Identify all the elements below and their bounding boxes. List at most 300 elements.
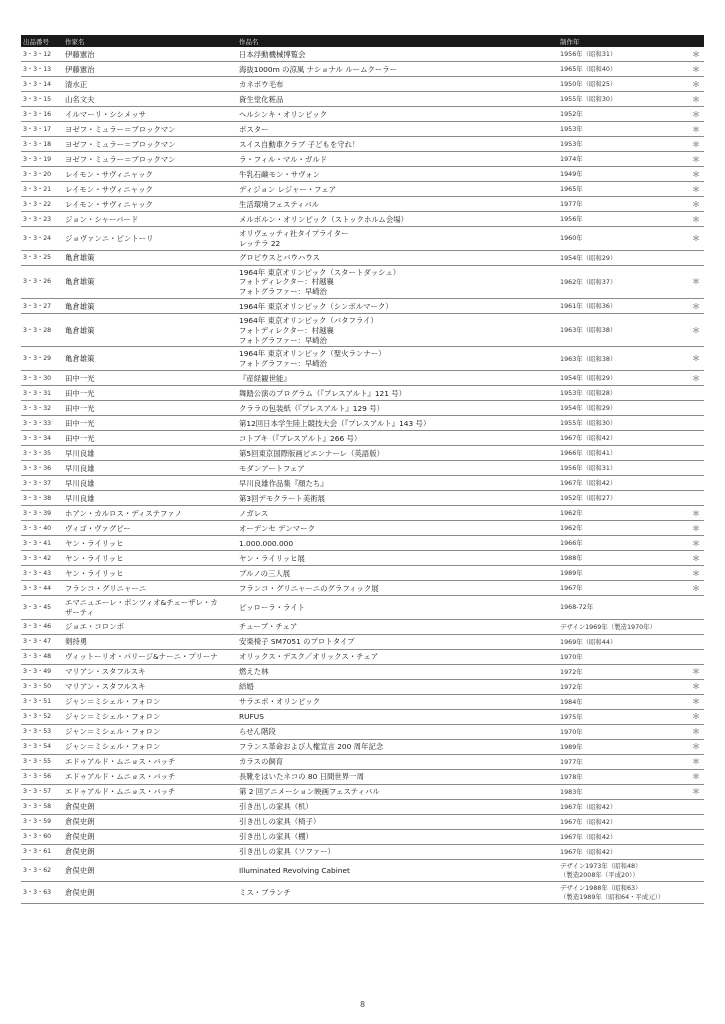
cell-no: 3・3・21 [21, 182, 63, 197]
cell-mark: ＊ [688, 694, 704, 709]
cell-no: 3・3・24 [21, 227, 63, 251]
cell-title: オリックス・デスク／オリックス・チェア [237, 649, 558, 664]
cell-title: 第5回東京国際版画ビエンナーレ（英語版） [237, 445, 558, 460]
cell-year: 1967年 [558, 580, 688, 595]
cell-mark: ＊ [688, 769, 704, 784]
cell-title: モダンアートフェア [237, 460, 558, 475]
table-row [21, 595, 704, 619]
table-row [21, 724, 704, 739]
cell-artist: 剣持勇 [63, 634, 237, 649]
cell-year: 1962年 [558, 505, 688, 520]
cell-year: 1952年 [558, 107, 688, 122]
cell-mark: ＊ [688, 709, 704, 724]
cell-mark: ＊ [688, 62, 704, 77]
cell-no: 3・3・59 [21, 814, 63, 829]
cell-year: 1965年（昭和40） [558, 62, 688, 77]
cell-title: ラ・フィル・マル・ガルド [237, 152, 558, 167]
cell-year: 1972年 [558, 679, 688, 694]
cell-no: 3・3・58 [21, 799, 63, 814]
cell-no: 3・3・41 [21, 535, 63, 550]
cell-title: ディジョン レジャー・フェア [237, 182, 558, 197]
cell-artist: 田中一光 [63, 370, 237, 385]
cell-mark: ＊ [688, 313, 704, 346]
cell-title: 資生堂化粧品 [237, 92, 558, 107]
cell-mark [688, 881, 704, 903]
cell-year: 1967年（昭和42） [558, 829, 688, 844]
cell-year: デザイン1988年（昭和63） （製造1989年（昭和64・平成元）） [558, 881, 688, 903]
cell-year: 1963年（昭和38） [558, 313, 688, 346]
cell-artist: 亀倉雄策 [63, 313, 237, 346]
cell-year: 1954年（昭和29） [558, 400, 688, 415]
table-row [21, 250, 704, 265]
table-row [21, 490, 704, 505]
cell-no: 3・3・40 [21, 520, 63, 535]
cell-mark [688, 829, 704, 844]
cell-title: 早川良雄作品集『顔たち』 [237, 475, 558, 490]
cell-no: 3・3・12 [21, 47, 63, 62]
table-row [21, 77, 704, 92]
cell-year: 1970年 [558, 724, 688, 739]
cell-no: 3・3・62 [21, 859, 63, 881]
cell-mark: ＊ [688, 784, 704, 799]
cell-artist: 田中一光 [63, 385, 237, 400]
cell-no: 3・3・44 [21, 580, 63, 595]
header-mark [688, 35, 704, 47]
table-row [21, 829, 704, 844]
table-row [21, 881, 704, 903]
table-row [21, 152, 704, 167]
cell-title: 結婚 [237, 679, 558, 694]
cell-artist: ヴィットーリオ・パリージ&ナーニ・プリーナ [63, 649, 237, 664]
cell-year: 1956年（昭和31） [558, 460, 688, 475]
cell-artist: ヨゼフ・ミュラー＝ブロックマン [63, 122, 237, 137]
cell-mark: ＊ [688, 664, 704, 679]
cell-title: カネボウ毛布 [237, 77, 558, 92]
cell-title: ポスター [237, 122, 558, 137]
table-row [21, 430, 704, 445]
cell-artist: レイモン・サヴィニャック [63, 197, 237, 212]
cell-year: 1966年（昭和41） [558, 445, 688, 460]
table-row [21, 370, 704, 385]
cell-mark: ＊ [688, 227, 704, 251]
cell-mark [688, 250, 704, 265]
cell-year: 1956年（昭和31） [558, 47, 688, 62]
table-row [21, 664, 704, 679]
cell-title: チューブ・チェア [237, 619, 558, 634]
cell-no: 3・3・51 [21, 694, 63, 709]
cell-title: コトブキ（『プレスアルト』266 号） [237, 430, 558, 445]
cell-year: 1954年（昭和29） [558, 370, 688, 385]
table-row [21, 784, 704, 799]
cell-mark [688, 415, 704, 430]
cell-artist: 亀倉雄策 [63, 250, 237, 265]
cell-title: ノガレス [237, 505, 558, 520]
table-body [21, 47, 704, 903]
table-row [21, 92, 704, 107]
header-no: 出品番号 [21, 35, 63, 47]
cell-no: 3・3・27 [21, 298, 63, 313]
cell-no: 3・3・45 [21, 595, 63, 619]
cell-year: デザイン1973年（昭和48） （製造2008年（平成20）） [558, 859, 688, 881]
page-number: 8 [359, 1000, 366, 1009]
table-row [21, 313, 704, 346]
cell-artist: ジャン＝ミシェル・フォロン [63, 724, 237, 739]
cell-mark: ＊ [688, 47, 704, 62]
cell-artist: 山名文夫 [63, 92, 237, 107]
table-row [21, 227, 704, 251]
cell-no: 3・3・38 [21, 490, 63, 505]
cell-year: 1953年 [558, 122, 688, 137]
cell-title: オリヴェッティ社タイプライター レッテラ 22 [237, 227, 558, 251]
cell-year: 1967年（昭和42） [558, 799, 688, 814]
cell-mark: ＊ [688, 107, 704, 122]
cell-title: 1964年 東京オリンピック（スタートダッシュ） フォトディレクター：村越襄 フォトグラファー：早崎治 [237, 265, 558, 298]
cell-artist: 早川良雄 [63, 475, 237, 490]
cell-mark: ＊ [688, 739, 704, 754]
cell-mark [688, 634, 704, 649]
cell-title: 日本浮動機械博覧会 [237, 47, 558, 62]
cell-artist: マリアン・スタフルスキ [63, 664, 237, 679]
cell-title: 1964年 東京オリンピック（聖火ランナー） フォトグラファー：早崎治 [237, 347, 558, 371]
cell-mark [688, 490, 704, 505]
cell-mark: ＊ [688, 197, 704, 212]
cell-artist: ヨゼフ・ミュラー＝ブロックマン [63, 152, 237, 167]
table-row [21, 137, 704, 152]
header-title: 作品名 [237, 35, 558, 47]
cell-title: オーデンセ デンマーク [237, 520, 558, 535]
cell-title: 生活環境フェスティバル [237, 197, 558, 212]
cell-mark: ＊ [688, 535, 704, 550]
cell-artist: イルマーリ・シシメッサ [63, 107, 237, 122]
cell-mark [688, 475, 704, 490]
table-row [21, 197, 704, 212]
cell-year: 1983年 [558, 784, 688, 799]
cell-no: 3・3・13 [21, 62, 63, 77]
cell-mark [688, 445, 704, 460]
cell-year: 1984年 [558, 694, 688, 709]
cell-artist: 早川良雄 [63, 490, 237, 505]
cell-title: 第12回日本学生陸上競技大会（『プレスアルト』143 号） [237, 415, 558, 430]
cell-mark: ＊ [688, 370, 704, 385]
cell-no: 3・3・15 [21, 92, 63, 107]
cell-no: 3・3・42 [21, 550, 63, 565]
works-table [21, 35, 704, 904]
cell-year: 1975年 [558, 709, 688, 724]
cell-mark: ＊ [688, 754, 704, 769]
cell-mark: ＊ [688, 92, 704, 107]
cell-year: 1966年 [558, 535, 688, 550]
cell-year: 1988年 [558, 550, 688, 565]
cell-no: 3・3・23 [21, 212, 63, 227]
cell-title: 引き出しの家具（棚） [237, 829, 558, 844]
cell-title: フランコ・グリニャーニのグラフィック展 [237, 580, 558, 595]
cell-year: 1989年 [558, 739, 688, 754]
cell-year: 1950年（昭和25） [558, 77, 688, 92]
cell-year: 1956年 [558, 212, 688, 227]
cell-no: 3・3・20 [21, 167, 63, 182]
cell-year: 1970年 [558, 649, 688, 664]
cell-title: カラスの飼育 [237, 754, 558, 769]
cell-mark: ＊ [688, 265, 704, 298]
table-row [21, 535, 704, 550]
cell-title: 牛乳石鹸モン・サヴォン [237, 167, 558, 182]
table-row [21, 694, 704, 709]
cell-mark: ＊ [688, 298, 704, 313]
cell-artist: ホアン・カルロス・ディステファノ [63, 505, 237, 520]
table-row [21, 769, 704, 784]
cell-year: 1962年（昭和37） [558, 265, 688, 298]
cell-title: 長靴をはいたネコの 80 日間世界一周 [237, 769, 558, 784]
table-row [21, 182, 704, 197]
cell-year: 1949年 [558, 167, 688, 182]
cell-no: 3・3・61 [21, 844, 63, 859]
cell-title: クララの包装紙（『プレスアルト』129 号） [237, 400, 558, 415]
table-row [21, 212, 704, 227]
cell-title: ヘルシンキ・オリンピック [237, 107, 558, 122]
cell-artist: 倉俣史朗 [63, 881, 237, 903]
cell-mark [688, 799, 704, 814]
cell-title: 舞踏公演のプログラム（『プレスアルト』121 号） [237, 385, 558, 400]
table-row [21, 265, 704, 298]
cell-title: スイス自動車クラブ 子どもを守れ！ [237, 137, 558, 152]
cell-year: 1967年（昭和42） [558, 430, 688, 445]
cell-no: 3・3・52 [21, 709, 63, 724]
cell-year: 1962年 [558, 520, 688, 535]
cell-title: 第 2 回アニメーション映画フェスティバル [237, 784, 558, 799]
table-row [21, 565, 704, 580]
cell-artist: 倉俣史朗 [63, 829, 237, 844]
cell-title: 1964年 東京オリンピック（シンボルマーク） [237, 298, 558, 313]
cell-mark [688, 844, 704, 859]
cell-no: 3・3・30 [21, 370, 63, 385]
cell-artist: フランコ・グリニャーニ [63, 580, 237, 595]
cell-year: 1953年（昭和28） [558, 385, 688, 400]
cell-no: 3・3・53 [21, 724, 63, 739]
cell-no: 3・3・28 [21, 313, 63, 346]
cell-mark: ＊ [688, 122, 704, 137]
cell-title: ブルノの三人展 [237, 565, 558, 580]
cell-artist: 倉俣史朗 [63, 799, 237, 814]
cell-mark: ＊ [688, 505, 704, 520]
cell-artist: エドゥアルド・ムニョス・バッチ [63, 769, 237, 784]
cell-year: 1963年（昭和38） [558, 347, 688, 371]
cell-year: 1969年（昭和44） [558, 634, 688, 649]
cell-mark [688, 649, 704, 664]
table-row [21, 415, 704, 430]
cell-artist: ヤン・ライリッヒ [63, 535, 237, 550]
table-row [21, 475, 704, 490]
cell-title: 燃えた林 [237, 664, 558, 679]
cell-title: 第3回デモクラート美術展 [237, 490, 558, 505]
cell-year: デザイン1969年（製造1970年） [558, 619, 688, 634]
cell-no: 3・3・16 [21, 107, 63, 122]
cell-artist: 伊藤憲治 [63, 62, 237, 77]
cell-mark: ＊ [688, 550, 704, 565]
cell-no: 3・3・39 [21, 505, 63, 520]
cell-year: 1960年 [558, 227, 688, 251]
cell-artist: エマニュエーレ・ポンツィオ&チェーザレ・カ ザーティ [63, 595, 237, 619]
cell-artist: 亀倉雄策 [63, 298, 237, 313]
cell-no: 3・3・18 [21, 137, 63, 152]
cell-artist: ジャン＝ミシェル・フォロン [63, 709, 237, 724]
cell-no: 3・3・50 [21, 679, 63, 694]
cell-artist: 田中一光 [63, 415, 237, 430]
cell-mark [688, 430, 704, 445]
cell-artist: 倉俣史朗 [63, 814, 237, 829]
cell-title: ピッローラ・ライト [237, 595, 558, 619]
cell-year: 1952年（昭和27） [558, 490, 688, 505]
cell-no: 3・3・17 [21, 122, 63, 137]
cell-mark: ＊ [688, 182, 704, 197]
cell-artist: 亀倉雄策 [63, 347, 237, 371]
cell-artist: エドゥアルド・ムニョス・バッチ [63, 754, 237, 769]
cell-year: 1968-72年 [558, 595, 688, 619]
cell-no: 3・3・46 [21, 619, 63, 634]
cell-mark [688, 859, 704, 881]
cell-no: 3・3・55 [21, 754, 63, 769]
cell-artist: レイモン・サヴィニャック [63, 167, 237, 182]
cell-no: 3・3・56 [21, 769, 63, 784]
cell-year: 1967年（昭和42） [558, 844, 688, 859]
table-row [21, 385, 704, 400]
table-row [21, 709, 704, 724]
cell-no: 3・3・26 [21, 265, 63, 298]
catalog-sheet [21, 35, 704, 904]
cell-no: 3・3・34 [21, 430, 63, 445]
cell-no: 3・3・54 [21, 739, 63, 754]
cell-mark [688, 400, 704, 415]
cell-artist: ジャン＝ミシェル・フォロン [63, 694, 237, 709]
table-row [21, 634, 704, 649]
cell-mark: ＊ [688, 520, 704, 535]
header-year: 制作年 [558, 35, 688, 47]
cell-artist: ヨゼフ・ミュラー＝ブロックマン [63, 137, 237, 152]
cell-title: サラエボ・オリンピック [237, 694, 558, 709]
cell-title: Illuminated Revolving Cabinet [237, 859, 558, 881]
table-row [21, 754, 704, 769]
header-artist: 作家名 [63, 35, 237, 47]
cell-year: 1972年 [558, 664, 688, 679]
cell-no: 3・3・33 [21, 415, 63, 430]
cell-title: らせん階段 [237, 724, 558, 739]
cell-title: 引き出しの家具（椅子） [237, 814, 558, 829]
cell-no: 3・3・25 [21, 250, 63, 265]
table-row [21, 679, 704, 694]
cell-artist: マリアン・スタフルスキ [63, 679, 237, 694]
cell-artist: 早川良雄 [63, 445, 237, 460]
cell-no: 3・3・22 [21, 197, 63, 212]
cell-no: 3・3・14 [21, 77, 63, 92]
cell-year: 1961年（昭和36） [558, 298, 688, 313]
cell-year: 1977年 [558, 197, 688, 212]
table-row [21, 107, 704, 122]
cell-title: ヤン・ライリッヒ展 [237, 550, 558, 565]
cell-artist: ヤン・ライリッヒ [63, 550, 237, 565]
cell-mark: ＊ [688, 77, 704, 92]
cell-year: 1977年 [558, 754, 688, 769]
cell-year: 1953年 [558, 137, 688, 152]
table-row [21, 62, 704, 77]
cell-no: 3・3・48 [21, 649, 63, 664]
table-row [21, 649, 704, 664]
cell-artist: ジャン＝ミシェル・フォロン [63, 739, 237, 754]
cell-title: 1.000.000.000 [237, 535, 558, 550]
cell-artist: 伊藤憲治 [63, 47, 237, 62]
cell-title: 『産経観世能』 [237, 370, 558, 385]
cell-mark: ＊ [688, 347, 704, 371]
cell-no: 3・3・19 [21, 152, 63, 167]
cell-year: 1955年（昭和30） [558, 92, 688, 107]
cell-title: 海抜1000m の涼風 ナショナル ルームクーラー [237, 62, 558, 77]
cell-mark: ＊ [688, 724, 704, 739]
cell-no: 3・3・49 [21, 664, 63, 679]
cell-artist: 倉俣史朗 [63, 844, 237, 859]
cell-year: 1974年 [558, 152, 688, 167]
cell-title: メルボルン・オリンピック（ストックホルム会場） [237, 212, 558, 227]
table-row [21, 739, 704, 754]
table-row [21, 520, 704, 535]
cell-mark [688, 460, 704, 475]
cell-title: RUFUS [237, 709, 558, 724]
cell-artist: 田中一光 [63, 400, 237, 415]
cell-no: 3・3・47 [21, 634, 63, 649]
table-row [21, 814, 704, 829]
cell-year: 1965年 [558, 182, 688, 197]
cell-mark [688, 595, 704, 619]
cell-artist: ヤン・ライリッヒ [63, 565, 237, 580]
cell-year: 1967年（昭和42） [558, 814, 688, 829]
cell-no: 3・3・29 [21, 347, 63, 371]
cell-mark: ＊ [688, 167, 704, 182]
table-row [21, 47, 704, 62]
cell-artist: 倉俣史朗 [63, 859, 237, 881]
cell-year: 1954年（昭和29） [558, 250, 688, 265]
table-row [21, 122, 704, 137]
table-row [21, 580, 704, 595]
cell-mark: ＊ [688, 679, 704, 694]
cell-mark: ＊ [688, 152, 704, 167]
cell-no: 3・3・32 [21, 400, 63, 415]
cell-title: 安楽椅子 SM7051 のプロトタイプ [237, 634, 558, 649]
cell-title: ミス・ブランチ [237, 881, 558, 903]
cell-title: フランス革命および人権宣言 200 周年記念 [237, 739, 558, 754]
cell-year: 1967年（昭和42） [558, 475, 688, 490]
table-row [21, 550, 704, 565]
cell-artist: ジョヴァンニ・ピントーリ [63, 227, 237, 251]
cell-year: 1955年（昭和30） [558, 415, 688, 430]
cell-artist: 早川良雄 [63, 460, 237, 475]
cell-no: 3・3・36 [21, 460, 63, 475]
cell-mark: ＊ [688, 137, 704, 152]
cell-mark: ＊ [688, 212, 704, 227]
cell-artist: 清水正 [63, 77, 237, 92]
cell-mark: ＊ [688, 580, 704, 595]
table-header-row [21, 35, 704, 47]
cell-no: 3・3・60 [21, 829, 63, 844]
cell-year: 1978年 [558, 769, 688, 784]
table-row [21, 445, 704, 460]
cell-title: 引き出しの家具（机） [237, 799, 558, 814]
cell-artist: 田中一光 [63, 430, 237, 445]
cell-no: 3・3・57 [21, 784, 63, 799]
table-row [21, 799, 704, 814]
cell-artist: エドゥアルド・ムニョス・バッチ [63, 784, 237, 799]
cell-no: 3・3・31 [21, 385, 63, 400]
cell-title: 1964年 東京オリンピック（バタフライ） フォトディレクター：村越襄 フォトグラファー：早崎治 [237, 313, 558, 346]
cell-title: 引き出しの家具（ソファー） [237, 844, 558, 859]
cell-mark [688, 619, 704, 634]
table-row [21, 298, 704, 313]
